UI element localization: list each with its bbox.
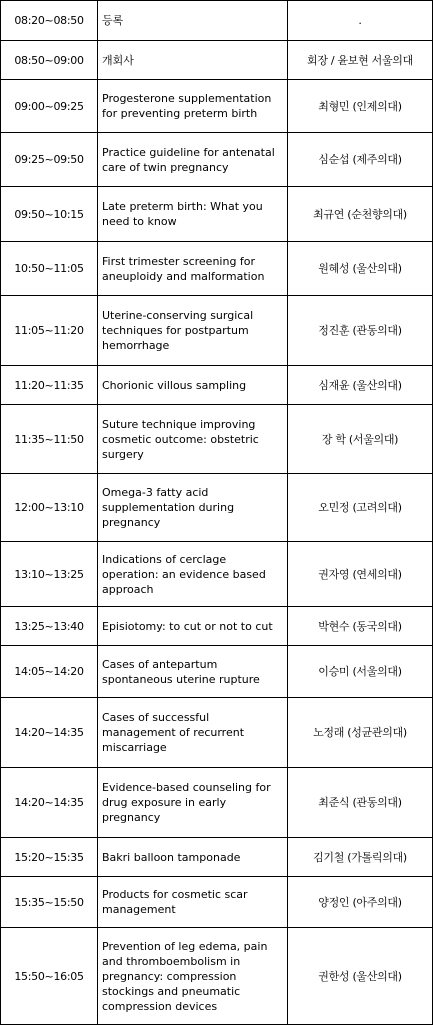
time-cell: 15:35~15:50 <box>1 877 98 928</box>
title-cell: Bakri balloon tamponade <box>98 838 288 877</box>
table-row <box>1 80 433 133</box>
table-row <box>1 928 433 1025</box>
time-cell: 11:20~11:35 <box>1 366 98 405</box>
speaker-cell: 장 학 (서울의대) <box>288 405 433 474</box>
speaker-cell: 최준식 (관동의대) <box>288 768 433 838</box>
time-cell: 13:10~13:25 <box>1 542 98 607</box>
title-cell: Episiotomy: to cut or not to cut <box>98 607 288 646</box>
title-cell: Cases of successful management of recurrent miscarriage <box>98 698 288 768</box>
table-row <box>1 877 433 928</box>
time-cell: 14:20~14:35 <box>1 768 98 838</box>
time-cell: 15:50~16:05 <box>1 928 98 1025</box>
table-row <box>1 187 433 242</box>
table-row <box>1 698 433 768</box>
title-cell: Progesterone supplementation for preventing preterm birth <box>98 80 288 133</box>
time-cell: 08:50~09:00 <box>1 41 98 80</box>
title-cell: Late preterm birth: What you need to know <box>98 187 288 242</box>
speaker-cell: 김기철 (가톨릭의대) <box>288 838 433 877</box>
title-cell: Practice guideline for antenatal care of twin pregnancy <box>98 133 288 187</box>
time-cell: 09:25~09:50 <box>1 133 98 187</box>
title-cell: 등록 <box>98 1 288 41</box>
speaker-cell: 심재윤 (울산의대) <box>288 366 433 405</box>
speaker-cell: 노정래 (성균관의대) <box>288 698 433 768</box>
speaker-cell: 회장 / 윤보현 서울의대 <box>288 41 433 80</box>
table-row <box>1 405 433 474</box>
speaker-cell: 정진훈 (관동의대) <box>288 296 433 366</box>
time-cell: 15:20~15:35 <box>1 838 98 877</box>
table-row <box>1 838 433 877</box>
speaker-cell: 최형민 (인제의대) <box>288 80 433 133</box>
time-cell: 13:25~13:40 <box>1 607 98 646</box>
table-row <box>1 242 433 296</box>
title-cell: Evidence-based counseling for drug exposure in early pregnancy <box>98 768 288 838</box>
table-row <box>1 366 433 405</box>
table-row <box>1 474 433 542</box>
time-cell: 14:05~14:20 <box>1 646 98 698</box>
title-cell: Products for cosmetic scar management <box>98 877 288 928</box>
table-row <box>1 41 433 80</box>
time-cell: 09:00~09:25 <box>1 80 98 133</box>
table-row <box>1 768 433 838</box>
speaker-cell: 권한성 (울산의대) <box>288 928 433 1025</box>
time-cell: 11:05~11:20 <box>1 296 98 366</box>
title-cell: Suture technique improving cosmetic outcome: obstetric surgery <box>98 405 288 474</box>
time-cell: 14:20~14:35 <box>1 698 98 768</box>
title-cell: First trimester screening for aneuploidy and malformation <box>98 242 288 296</box>
time-cell: 09:50~10:15 <box>1 187 98 242</box>
speaker-cell: 원혜성 (울산의대) <box>288 242 433 296</box>
speaker-cell: 심순섭 (제주의대) <box>288 133 433 187</box>
speaker-cell: 최규연 (순천향의대) <box>288 187 433 242</box>
table-row <box>1 133 433 187</box>
title-cell: Chorionic villous sampling <box>98 366 288 405</box>
title-cell: Uterine-conserving surgical techniques for postpartum hemorrhage <box>98 296 288 366</box>
time-cell: 12:00~13:10 <box>1 474 98 542</box>
table-row <box>1 646 433 698</box>
table-row <box>1 542 433 607</box>
time-cell: 11:35~11:50 <box>1 405 98 474</box>
time-cell: 10:50~11:05 <box>1 242 98 296</box>
speaker-cell: 박현수 (동국의대) <box>288 607 433 646</box>
title-cell: Cases of antepartum spontaneous uterine rupture <box>98 646 288 698</box>
title-cell: Prevention of leg edema, pain and thromboembolism in pregnancy: compression stockings and pneumatic compression devices <box>98 928 288 1025</box>
table-row <box>1 1 433 41</box>
speaker-cell: 이승미 (서울의대) <box>288 646 433 698</box>
speaker-cell: . <box>288 1 433 41</box>
speaker-cell: 양정인 (아주의대) <box>288 877 433 928</box>
table-row <box>1 607 433 646</box>
speaker-cell: 권자영 (연세의대) <box>288 542 433 607</box>
table-row <box>1 296 433 366</box>
title-cell: Omega-3 fatty acid supplementation during pregnancy <box>98 474 288 542</box>
speaker-cell: 오민정 (고려의대) <box>288 474 433 542</box>
time-cell: 08:20~08:50 <box>1 1 98 41</box>
title-cell: 개회사 <box>98 41 288 80</box>
title-cell: Indications of cerclage operation: an evidence based approach <box>98 542 288 607</box>
